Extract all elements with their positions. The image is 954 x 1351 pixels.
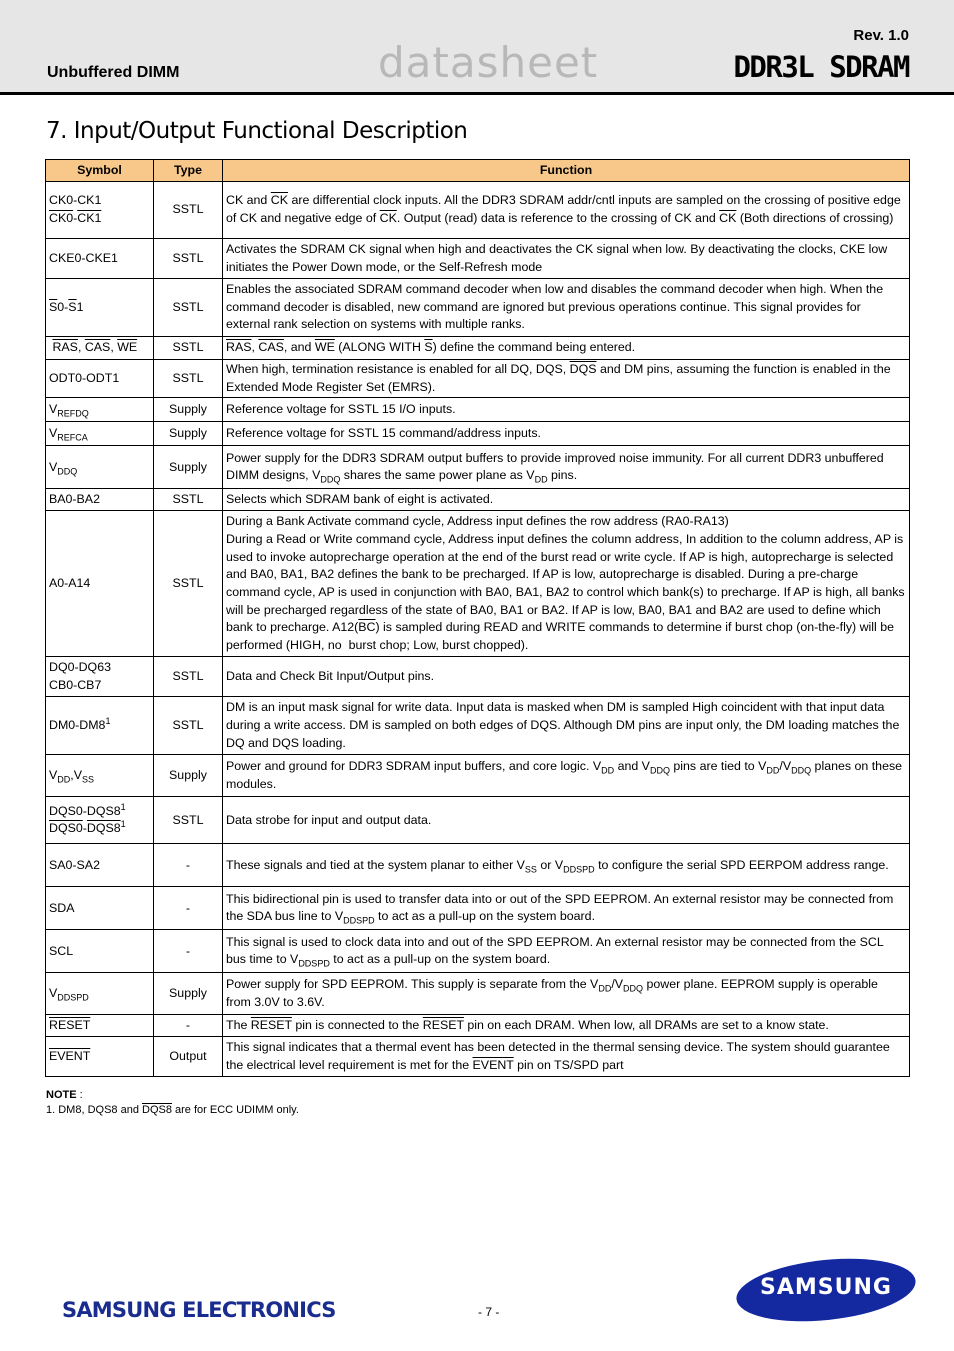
symbol-cell	[46, 755, 154, 797]
symbol-cell	[46, 797, 154, 844]
symbol-text: $V_{DDSPD}$	[49, 986, 89, 1003]
type-cell: -	[154, 930, 223, 973]
type-cell: Supply	[154, 398, 223, 422]
io-function-table	[45, 159, 910, 1077]
table-row	[46, 1015, 910, 1037]
symbol-cell	[46, 1037, 154, 1077]
symbol-text: CK0-CK1 CK0-CK1	[49, 193, 102, 225]
table-row	[46, 279, 910, 337]
symbol-text: $\overline{S}0-\overline{S}1$	[49, 299, 84, 314]
table-row	[46, 973, 910, 1015]
type-cell: Supply	[154, 446, 223, 489]
function-text: This signal is used to clock data into and out of the SPD EEPROM. An external resistor may be connected from the SCL bus time to $V_{DDSPD}$ to act as a pull-up on the system board.	[226, 934, 884, 969]
symbol-text: $V_{DD},V_{SS}$	[49, 768, 94, 785]
samsung-logo	[732, 1258, 920, 1324]
type-cell: SSTL	[154, 337, 223, 360]
function-cell: Activates the SDRAM CK signal when high and deactivates the CK signal when low. By deactivating the clocks, CKE low initiates the Power Down mode, or the Self-Refresh mode	[223, 239, 910, 279]
function-cell	[223, 360, 910, 398]
product-title: DDR3L SDRAM	[733, 50, 909, 84]
function-text: During a Read or Write command cycle, Address input defines the column address, In addition to the column address, AP is used to invoke autoprecharge operation at the end of the burst read or write cycle. If AP is high, autoprecharge is selected and BA0, BA1, BA2 defines the bank to be precharged. If AP is low, autoprecharge is disabled. During a pre-charge command cycle, AP is used in conjunction with BA0, BA1, BA2 to control which bank(s) to precharge. If AP is high, all banks will be precharged regardless of the state of BA0, BA1 or BA2. If AP is low, BA0, BA1 and BA2 are used to define which bank to precharge. $A12(\overline{BC})$ is sampled during READ and WRITE commands to determine if burst chop (on-the-fly) will be performed (HIGH, no burst chop; Low, burst chopped).	[226, 531, 905, 653]
function-cell	[223, 511, 910, 657]
section-title: 7. Input/Output Functional Description	[46, 118, 468, 144]
function-cell	[223, 887, 910, 930]
function-text: These signals and tied at the system planar to either $V_{SS}$ or $V_{DDSPD}$ to configure the serial SPD EERPOM address range.	[226, 857, 889, 875]
function-cell: Enables the associated SDRAM command decoder when low and disables the command decoder when high. When the command decoder is disabled, new command are ignored but previous operations continue. This signal provides for external rank selection on systems with multiple ranks.	[223, 279, 910, 337]
table-header-row	[46, 160, 910, 182]
function-cell	[223, 1015, 910, 1037]
function-cell: Reference voltage for SSTL 15 I/O inputs.	[223, 398, 910, 422]
symbol-cell	[46, 398, 154, 422]
symbol-cell	[46, 182, 154, 239]
symbol-cell: SA0-SA2	[46, 844, 154, 887]
symbol-text: RESET	[49, 1018, 91, 1033]
symbol-text: $\overline{RAS}$, $\overline{CAS}$, $\overline{WE}$	[52, 340, 138, 355]
type-cell: SSTL	[154, 657, 223, 697]
table-row	[46, 360, 910, 398]
symbol-cell: ODT0-ODT1	[46, 360, 154, 398]
type-cell: Supply	[154, 973, 223, 1015]
type-cell: SSTL	[154, 797, 223, 844]
function-text: Power supply for the DDR3 SDRAM output buffers to provide improved noise immunity. For all current DDR3 unbuffered DIMM designs, $V_{DDQ}$ shares the same power plane as $V_{DD}$ pins.	[226, 450, 884, 485]
symbol-text: $V_{REFCA}$	[49, 426, 88, 443]
note-separator: :	[76, 1089, 83, 1101]
function-cell	[223, 1037, 910, 1077]
header-rule	[0, 92, 954, 95]
function-cell	[223, 755, 910, 797]
function-cell: Selects which SDRAM bank of eight is activated.	[223, 489, 910, 511]
function-cell	[223, 844, 910, 887]
note-item: 1. DM8, DQS8 and DQS8 are for ECC UDIMM only.	[46, 1104, 299, 1116]
symbol-cell: BA0-BA2	[46, 489, 154, 511]
symbol-cell	[46, 422, 154, 446]
symbol-text: $V_{DDQ}$	[49, 459, 78, 477]
table-row	[46, 755, 910, 797]
header-type: Type	[154, 160, 223, 182]
function-cell	[223, 182, 910, 239]
symbol-cell: SDA	[46, 887, 154, 930]
note-label: NOTE	[46, 1089, 77, 1101]
type-cell: SSTL	[154, 279, 223, 337]
symbol-cell	[46, 446, 154, 489]
symbol-cell	[46, 657, 154, 697]
table-row	[46, 844, 910, 887]
symbol-text: DM0-DM8	[49, 718, 106, 733]
table-row	[46, 337, 910, 360]
function-cell: Data and Check Bit Input/Output pins.	[223, 657, 910, 697]
table-row	[46, 422, 910, 446]
symbol-text: DQ0-DQ63 CB0-CB7	[49, 660, 111, 692]
logo-text: SAMSUNG	[760, 1275, 892, 1300]
type-cell: SSTL	[154, 182, 223, 239]
symbol-cell	[46, 973, 154, 1015]
function-cell	[223, 973, 910, 1015]
symbol-cell: CKE0-CKE1	[46, 239, 154, 279]
function-cell: DM is an input mask signal for write data. Input data is masked when DM is sampled High coincident with that input data during a write access. DM is sampled on both edges of DQS. Although DM pins are input only, the DM loading matches the DQ and DQS loading.	[223, 697, 910, 755]
table-row	[46, 930, 910, 973]
table-row	[46, 446, 910, 489]
type-cell: SSTL	[154, 239, 223, 279]
function-text: Power and ground for DDR3 SDRAM input buffers, and core logic. $V_{DD}$ and $V_{DDQ}$ pins are tied to $V_{DD}/V_{DDQ}$ planes on these modules.	[226, 759, 903, 791]
type-cell: Supply	[154, 422, 223, 446]
table-row	[46, 797, 910, 844]
function-text: CK and $\overline{CK}$ are differential clock inputs. All the DDR3 SDRAM addr/cntl inputs are sampled on the crossing of positive edge of CK and negative edge of $\overline{CK}$. Output (read) data is reference to the crossing of CK and $\overline{CK}$ (Both directions of crossing)	[226, 193, 901, 225]
function-text: Power supply for SPD EEPROM. This supply is separate from the $V_{DD}/V_{DDQ}$ power plane. EEPROM supply is operable from 3.0V to 3.6V.	[226, 977, 878, 1009]
symbol-cell	[46, 337, 154, 360]
function-cell: Reference voltage for SSTL 15 command/address inputs.	[223, 422, 910, 446]
function-text: $\overline{RAS}$, $\overline{CAS}$, and $\overline{WE}$ (ALONG WITH $\overline{S}$) define the command being entered.	[226, 340, 636, 355]
function-text-line1: During a Bank Activate command cycle, Address input defines the row address (RA0-RA13)	[226, 514, 729, 529]
symbol-text: $DQS0-DQS8^1$ $DQS0-DQS8^1$	[49, 801, 126, 836]
symbol-text: $V_{REFDQ}$	[49, 402, 89, 419]
table-row	[46, 1037, 910, 1077]
header-symbol: Symbol	[46, 160, 154, 182]
header-function: Function	[223, 160, 910, 182]
type-cell: SSTL	[154, 489, 223, 511]
table-row	[46, 239, 910, 279]
symbol-cell	[46, 1015, 154, 1037]
table-row	[46, 511, 910, 657]
type-cell: -	[154, 887, 223, 930]
page-number: - 7 -	[478, 1305, 500, 1319]
table-row	[46, 182, 910, 239]
product-type: Unbuffered DIMM	[47, 64, 180, 81]
datasheet-watermark: datasheet	[378, 38, 599, 87]
function-cell: Data strobe for input and output data.	[223, 797, 910, 844]
table-row	[46, 697, 910, 755]
type-cell: -	[154, 844, 223, 887]
symbol-text: EVENT	[49, 1049, 91, 1064]
function-cell	[223, 446, 910, 489]
table-row	[46, 887, 910, 930]
table-row	[46, 398, 910, 422]
symbol-cell	[46, 279, 154, 337]
symbol-cell	[46, 697, 154, 755]
function-text: The RESET pin is connected to the RESET pin on each DRAM. When low, all DRAMs are set to a know state.	[226, 1018, 829, 1033]
symbol-cell: SCL	[46, 930, 154, 973]
type-cell: SSTL	[154, 511, 223, 657]
type-cell: -	[154, 1015, 223, 1037]
function-text: This signal indicates that a thermal event has been detected in the thermal sensing device. The system should guarantee the electrical level requirement is met for the EVENT pin on TS/SPD part	[226, 1040, 890, 1072]
table-row	[46, 657, 910, 697]
function-text: This bidirectional pin is used to transfer data into or out of the SPD EEPROM. An external resistor may be connected from the SDA bus line to $V_{DDSPD}$ to act as a pull-up on the system board.	[226, 891, 894, 926]
symbol-cell: A0-A14	[46, 511, 154, 657]
type-cell: SSTL	[154, 697, 223, 755]
revision-label: Rev. 1.0	[853, 27, 909, 44]
function-cell	[223, 930, 910, 973]
note-block	[46, 1088, 299, 1118]
table-row	[46, 489, 910, 511]
type-cell: Output	[154, 1037, 223, 1077]
footer-brand: SAMSUNG ELECTRONICS	[62, 1298, 336, 1322]
type-cell: SSTL	[154, 360, 223, 398]
function-cell	[223, 337, 910, 360]
function-text: When high, termination resistance is enabled for all DQ, DQS, $\overline{DQS}$ and DM pins, assuming the function is enabled in the Extended Mode Register Set (EMRS).	[226, 362, 891, 394]
footnote-marker: 1	[105, 715, 111, 726]
type-cell: Supply	[154, 755, 223, 797]
